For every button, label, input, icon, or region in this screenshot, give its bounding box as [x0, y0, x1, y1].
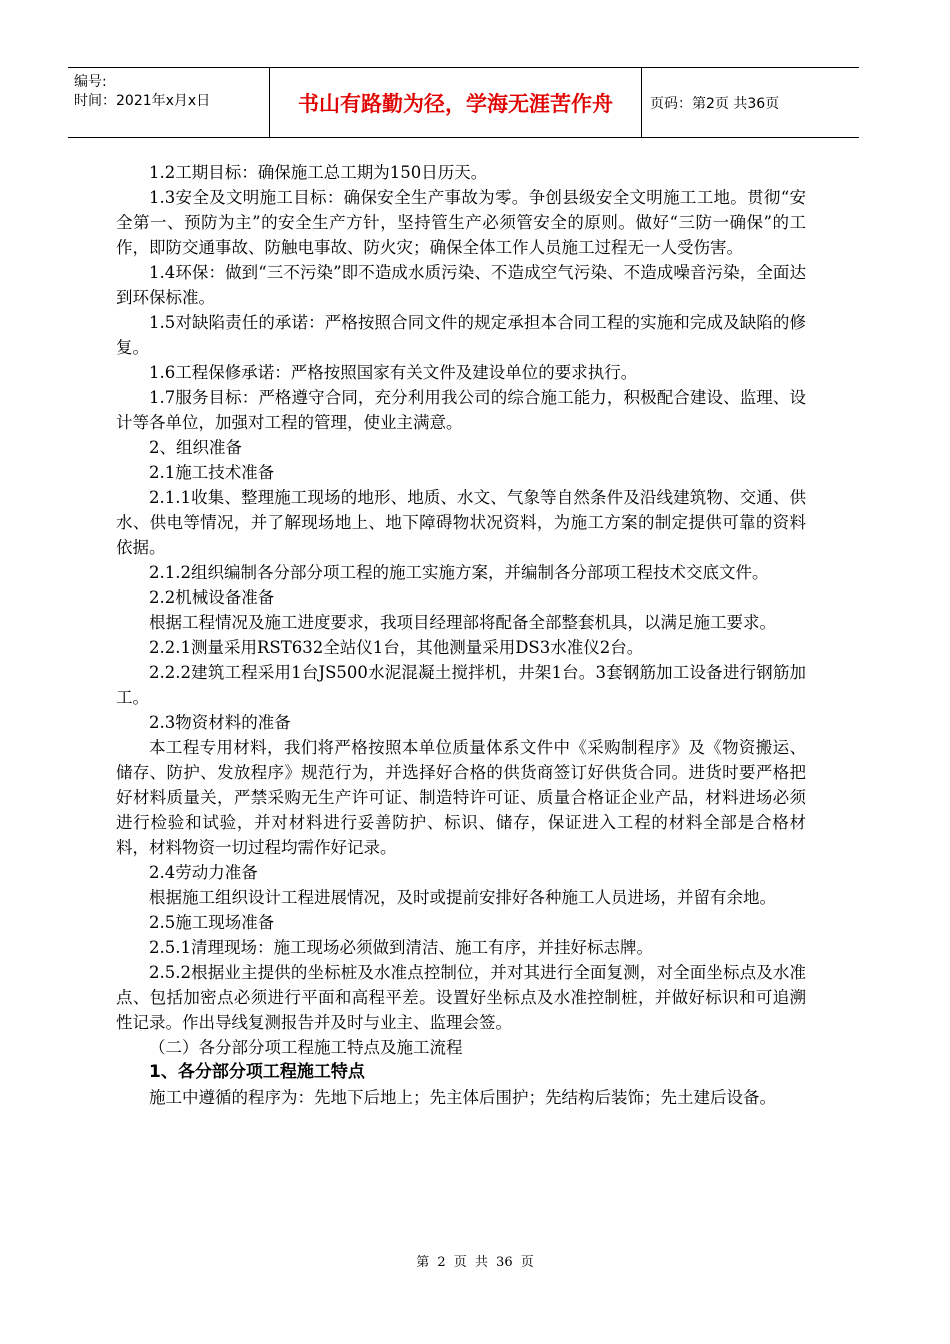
body-paragraph: 根据施工组织设计工程进展情况，及时或提前安排好各种施工人员进场，并留有余地。 [149, 888, 776, 907]
body-paragraph: 2.5.1清理现场：施工现场必须做到清洁、施工有序，并挂好标志牌。 [149, 938, 653, 957]
body-paragraph: 1.6工程保修承诺：严格按照国家有关文件及建设单位的要求执行。 [149, 363, 638, 382]
section-heading: 1、各分部分项工程施工特点 [149, 1062, 365, 1082]
body-paragraph: 1.5对缺陷责任的承诺：严格按照合同文件的规定承担本合同工程的实施和完成及缺陷的修复。 [116, 313, 806, 357]
body-paragraph: 2.2.1测量采用RST632全站仪1台，其他测量采用DS3水准仪2台。 [149, 638, 644, 657]
body-paragraph: 施工中遵循的程序为：先地下后地上；先主体后围护；先结构后装饰；先土建后设备。 [149, 1088, 776, 1107]
document-body [116, 160, 806, 1110]
body-paragraph: 2.5.2根据业主提供的坐标桩及水准点控制位，并对其进行全面复测，对全面坐标点及水准点、包括加密点必须进行平面和高程平差。设置好坐标点及水准控制桩，并做好标识和可追溯性记录。作出导线复测报告并及时与业主、监理会签。 [116, 963, 806, 1032]
body-paragraph: 2、组织准备 [149, 438, 242, 457]
body-paragraph: 1.3安全及文明施工目标：确保安全生产事故为零。争创县级安全文明施工工地。贯彻“安全第一、预防为主”的安全生产方针，坚持管生产必须管安全的原则。做好“三防一确保”的工作，即防交通事故、防触电事故、防火灾；确保全体工作人员施工过程无一人受伤害。 [116, 188, 806, 257]
body-paragraph: 2.2.2建筑工程采用1台JS500水泥混凝土搅拌机，井架1台。3套钢筋加工设备进行钢筋加工。 [116, 663, 806, 707]
body-paragraph: 2.3物资材料的准备 [149, 713, 291, 732]
body-paragraph: 1.4环保：做到“三不污染”即不造成水质污染、不造成空气污染、不造成噪音污染，全面达到环保标准。 [116, 263, 806, 307]
body-paragraph: 1.7服务目标：严格遵守合同，充分利用我公司的综合施工能力，积极配合建设、监理、设计等各单位，加强对工程的管理，使业主满意。 [116, 388, 806, 432]
document-number-label: 编号: [74, 74, 107, 90]
body-paragraph: 2.5施工现场准备 [149, 913, 275, 932]
body-paragraph: 2.4劳动力准备 [149, 863, 258, 882]
page-footer: 第 2 页 共 36 页 [416, 1255, 534, 1270]
body-paragraph: 根据工程情况及施工进度要求，我项目经理部将配备全部整套机具，以满足施工要求。 [149, 613, 776, 632]
body-paragraph: 2.2机械设备准备 [149, 588, 275, 607]
body-paragraph: （二）各分部分项工程施工特点及施工流程 [149, 1038, 463, 1057]
page-header [68, 67, 859, 138]
document-time-label: 时间：2021年x月x日 [74, 93, 211, 109]
header-page-label: 页码：第2页 共36页 [650, 95, 780, 112]
body-paragraph: 1.2工期目标：确保施工总工期为150日历天。 [149, 163, 488, 182]
header-motto: 书山有路勤为径，学海无涯苦作舟 [270, 68, 642, 137]
body-paragraph: 本工程专用材料，我们将严格按照本单位质量体系文件中《采购制程序》及《物资搬运、储存、防护、发放程序》规范行为，并选择好合格的供货商签订好供货合同。进货时要严格把好材料质量关，严禁采购无生产许可证、制造特许可证、质量合格证企业产品，材料进场必须进行检验和试验，并对材料进行妥善防护、标识、储存，保证进入工程的材料全部是合格材料，材料物资一切过程均需作好记录。 [116, 738, 806, 857]
body-paragraph: 2.1.1收集、整理施工现场的地形、地质、水文、气象等自然条件及沿线建筑物、交通、供水、供电等情况，并了解现场地上、地下障碍物状况资料，为施工方案的制定提供可靠的资料依据。 [116, 488, 806, 557]
body-paragraph: 2.1施工技术准备 [149, 463, 275, 482]
body-paragraph: 2.1.2组织编制各分部分项工程的施工实施方案，并编制各分部项工程技术交底文件。 [149, 563, 769, 582]
header-meta [68, 68, 270, 137]
